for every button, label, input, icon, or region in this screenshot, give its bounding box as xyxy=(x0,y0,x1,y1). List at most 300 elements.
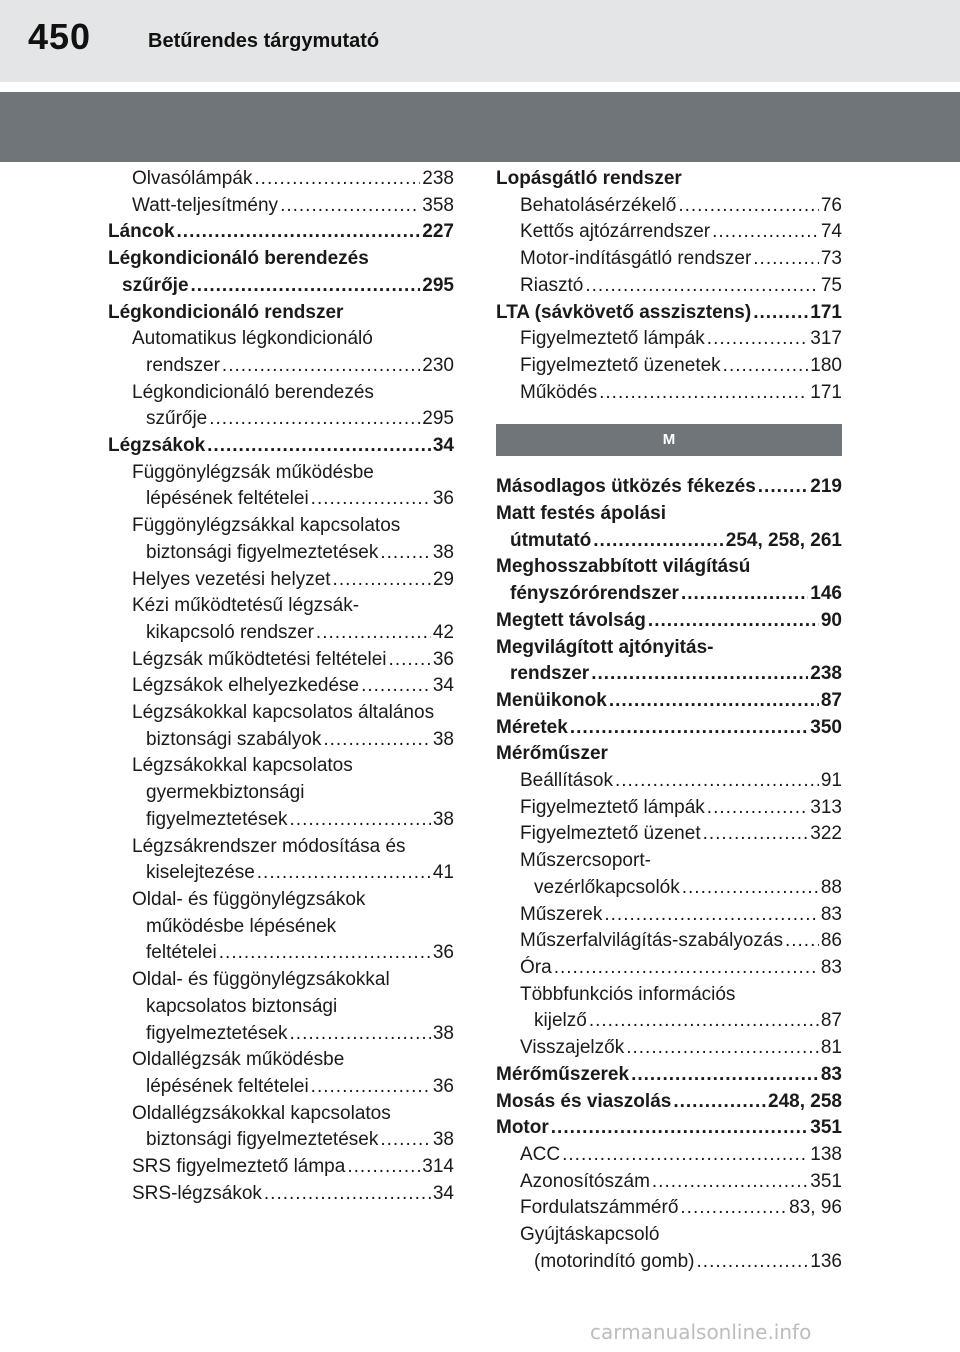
dot-leader xyxy=(380,540,431,567)
dot-leader xyxy=(707,795,809,822)
dot-leader xyxy=(280,193,420,220)
index-entry xyxy=(108,460,454,513)
index-entry xyxy=(496,193,842,220)
index-entry xyxy=(496,501,842,554)
index-term: Másodlagos ütközés fékezés xyxy=(496,476,756,498)
index-term: fényszórórendszer xyxy=(510,583,679,605)
page-number: 450 xyxy=(28,16,92,57)
index-entry-line xyxy=(520,1222,842,1249)
index-term: Műszerfalvilágítás-szabályozás xyxy=(520,930,783,952)
index-term: biztonsági figyelmeztetések xyxy=(146,1129,379,1151)
index-entry xyxy=(108,593,454,646)
index-entry-line xyxy=(132,673,454,700)
index-entry xyxy=(496,768,842,795)
page-reference: 227 xyxy=(422,221,454,243)
index-entry-line xyxy=(520,1008,842,1035)
index-entry xyxy=(496,982,842,1035)
dot-leader xyxy=(785,928,819,955)
dot-leader xyxy=(753,300,808,327)
page-reference: 238 xyxy=(422,168,454,189)
page-reference: 38 xyxy=(432,1022,454,1044)
page-reference: 36 xyxy=(432,648,454,670)
page-reference: 38 xyxy=(432,541,454,563)
page-reference: 136 xyxy=(810,1250,842,1272)
index-term: SRS-légzsákok xyxy=(132,1182,262,1204)
index-term: Légzsákok xyxy=(108,435,206,457)
index-entry-line xyxy=(132,700,454,727)
index-term: (motorindító gomb) xyxy=(534,1250,695,1272)
index-entry xyxy=(496,1195,842,1222)
dot-leader xyxy=(723,353,809,380)
index-entry-line xyxy=(132,353,454,380)
index-term: Műszercsoport- xyxy=(520,850,651,872)
dot-leader xyxy=(697,1249,809,1276)
dot-leader xyxy=(648,608,819,635)
page-reference: 34 xyxy=(432,1182,454,1204)
index-term: Légkondicionáló berendezés xyxy=(132,381,374,403)
index-entry-line xyxy=(520,1169,842,1196)
dot-leader xyxy=(389,647,431,674)
index-term: lépésének feltételei xyxy=(146,488,309,510)
page-reference: 36 xyxy=(432,1075,454,1097)
index-entry xyxy=(496,821,842,848)
index-entry-line xyxy=(496,528,842,555)
index-entry xyxy=(496,1115,842,1142)
page-reference: 74 xyxy=(820,221,842,243)
index-entry-line xyxy=(132,780,454,807)
index-entry-line xyxy=(108,273,454,300)
index-term: Figyelmeztető üzenet xyxy=(520,823,701,845)
index-entry-line xyxy=(132,647,454,674)
index-entry-line xyxy=(496,688,842,715)
page-reference: 83 xyxy=(820,1063,842,1085)
index-entry-line xyxy=(496,474,842,501)
index-entry-line xyxy=(496,166,842,193)
index-entry-line xyxy=(132,994,454,1021)
index-term: Függönylégzsákkal kapcsolatos xyxy=(132,515,401,537)
dot-leader xyxy=(361,673,431,700)
index-entry-line xyxy=(496,1115,842,1142)
page-reference: 230 xyxy=(422,354,454,376)
index-entry-line xyxy=(132,1047,454,1074)
index-term: gyermekbiztonsági xyxy=(146,782,305,804)
page-reference: 83 xyxy=(820,956,842,978)
index-term: kijelző xyxy=(534,1010,587,1032)
page-reference: 76 xyxy=(820,194,842,216)
dot-leader xyxy=(753,246,819,273)
index-term: működésbe lépésének xyxy=(146,915,337,937)
index-entry-line xyxy=(132,727,454,754)
index-entry-line xyxy=(132,1154,454,1181)
dot-leader xyxy=(593,528,724,555)
page-reference: 90 xyxy=(820,609,842,631)
index-entry-line xyxy=(108,433,454,460)
dot-leader xyxy=(589,1008,819,1035)
index-term: Oldallégzsák működésbe xyxy=(132,1049,345,1071)
page-reference: 138 xyxy=(810,1143,842,1165)
index-entry xyxy=(496,848,842,901)
index-entry xyxy=(496,166,842,193)
index-entry xyxy=(108,673,454,700)
index-entry-line xyxy=(132,620,454,647)
index-term: Légkondicionáló berendezés xyxy=(108,248,369,270)
watermark: carmanualsonline.info xyxy=(590,1320,812,1344)
index-entry xyxy=(496,715,842,742)
index-entry-line xyxy=(132,326,454,353)
page-reference: 86 xyxy=(820,930,842,952)
index-term: Méretek xyxy=(496,716,568,738)
index-entry xyxy=(496,380,842,407)
index-entry-line xyxy=(132,940,454,967)
index-entry xyxy=(108,326,454,379)
dot-leader xyxy=(264,1181,431,1208)
dot-leader xyxy=(712,219,819,246)
page-reference: 42 xyxy=(432,621,454,643)
dot-leader xyxy=(177,219,421,246)
index-entry xyxy=(108,433,454,460)
index-entry-line xyxy=(520,821,842,848)
page-reference: 146 xyxy=(810,583,842,605)
dot-leader xyxy=(570,715,808,742)
index-entry-line xyxy=(496,1062,842,1089)
dot-leader xyxy=(652,1169,808,1196)
page-reference: 254, 258, 261 xyxy=(725,529,842,551)
index-term: lépésének feltételei xyxy=(146,1075,309,1097)
index-term: LTA (sávkövető asszisztens) xyxy=(496,301,752,323)
page-reference: 83 xyxy=(820,903,842,925)
dot-leader xyxy=(222,353,420,380)
index-term: Menüikonok xyxy=(496,689,607,711)
index-entry-line xyxy=(132,593,454,620)
index-term: Légzsákokkal kapcsolatos általános xyxy=(132,702,435,724)
index-entry xyxy=(108,1101,454,1154)
index-entry xyxy=(496,273,842,300)
index-term: figyelmeztetések xyxy=(146,1022,288,1044)
page-reference: 322 xyxy=(810,823,842,845)
index-entry-line xyxy=(132,807,454,834)
dot-leader xyxy=(562,1142,808,1169)
page-reference: 351 xyxy=(810,1117,842,1139)
index-term: Olvasólámpák xyxy=(132,168,253,189)
index-entry-line xyxy=(496,554,842,581)
index-term: Visszajelzők xyxy=(520,1037,625,1059)
index-entry-line xyxy=(132,193,454,220)
index-term: ACC xyxy=(520,1143,561,1165)
section-letter: M xyxy=(662,430,676,448)
index-term: Oldal- és függönylégzsákok xyxy=(132,888,366,910)
dot-leader xyxy=(758,474,809,501)
index-term: Műszerek xyxy=(520,903,603,925)
index-entry-line xyxy=(132,166,454,193)
index-column-left xyxy=(108,166,454,1207)
index-term: feltételei xyxy=(146,942,217,964)
index-entry xyxy=(108,1047,454,1100)
index-entry xyxy=(496,1089,842,1116)
index-term: Motor xyxy=(496,1117,549,1139)
dot-leader xyxy=(333,567,431,594)
index-entry-line xyxy=(520,1142,842,1169)
dot-leader xyxy=(209,406,420,433)
index-entry-line xyxy=(520,353,842,380)
dot-leader xyxy=(604,902,819,929)
dot-leader xyxy=(673,1089,766,1116)
index-term: rendszer xyxy=(510,663,590,685)
index-term: Megvilágított ajtónyitás- xyxy=(496,636,714,658)
index-entry xyxy=(496,741,842,768)
page-reference: 75 xyxy=(820,274,842,296)
dot-leader xyxy=(290,1021,431,1048)
index-entry-line xyxy=(132,887,454,914)
index-entry-line xyxy=(520,1035,842,1062)
page-reference: 238 xyxy=(810,663,842,685)
page-reference: 38 xyxy=(432,728,454,750)
index-entry-line xyxy=(108,246,454,273)
page-reference: 180 xyxy=(810,354,842,376)
index-entry-line xyxy=(132,1181,454,1208)
index-term: Fordulatszámmérő xyxy=(520,1197,679,1219)
page-reference: 34 xyxy=(432,675,454,697)
index-entry-line xyxy=(520,193,842,220)
page-reference: 29 xyxy=(432,568,454,590)
index-entry-line xyxy=(496,501,842,528)
index-term: Beállítások xyxy=(520,770,613,792)
index-term: kapcsolatos biztonsági xyxy=(146,995,338,1017)
index-term: vezérlőkapcsolók xyxy=(534,876,680,898)
section-letter-band xyxy=(496,424,842,456)
index-term: szűrője xyxy=(146,408,208,430)
page-reference: 88 xyxy=(820,876,842,898)
dot-leader xyxy=(207,433,431,460)
index-term: figyelmeztetések xyxy=(146,808,288,830)
index-entry-line xyxy=(132,380,454,407)
page-reference: 36 xyxy=(432,942,454,964)
page-reference: 248, 258 xyxy=(768,1090,842,1112)
index-entry-line xyxy=(496,608,842,635)
index-entry-line xyxy=(132,753,454,780)
index-term: Matt festés ápolási xyxy=(496,503,666,525)
page-reference: 87 xyxy=(820,689,842,711)
index-entry xyxy=(496,902,842,929)
index-entry xyxy=(496,635,842,688)
dot-leader xyxy=(316,620,431,647)
index-entry-line xyxy=(132,1101,454,1128)
page-reference: 36 xyxy=(432,488,454,510)
index-entry-line xyxy=(132,567,454,594)
index-entry xyxy=(108,700,454,753)
dot-leader xyxy=(323,727,431,754)
index-term: Helyes vezetési helyzet xyxy=(132,568,331,590)
index-entry-line xyxy=(520,928,842,955)
index-group-m xyxy=(496,474,842,1275)
index-term: Megtett távolság xyxy=(496,609,646,631)
index-term: Behatolásérzékelő xyxy=(520,194,677,216)
index-term: Figyelmeztető lámpák xyxy=(520,328,705,350)
index-term: Kettős ajtózárrendszer xyxy=(520,221,711,243)
index-term: Láncok xyxy=(108,221,175,243)
index-entry-line xyxy=(496,715,842,742)
index-entry-line xyxy=(496,300,842,327)
index-term: biztonsági figyelmeztetések xyxy=(146,541,379,563)
index-term: Watt-teljesítmény xyxy=(132,194,279,216)
index-entry-line xyxy=(108,219,454,246)
index-entry-line xyxy=(520,273,842,300)
index-entry xyxy=(108,513,454,566)
dot-leader xyxy=(585,273,819,300)
index-entry xyxy=(496,474,842,501)
index-term: Riasztó xyxy=(520,274,584,296)
index-entry xyxy=(108,300,454,327)
index-entry xyxy=(108,567,454,594)
index-term: Többfunkciós információs xyxy=(520,983,736,1005)
index-entry xyxy=(496,1222,842,1275)
page-reference: 34 xyxy=(432,435,454,457)
index-entry xyxy=(496,688,842,715)
index-term: Óra xyxy=(520,956,552,978)
index-entry-line xyxy=(496,635,842,662)
index-term: Légzsák működtetési feltételei xyxy=(132,648,387,670)
dot-leader xyxy=(707,326,809,353)
index-entry-line xyxy=(132,486,454,513)
dot-leader xyxy=(551,1115,809,1142)
index-entry-line xyxy=(108,300,454,327)
page-reference: 38 xyxy=(432,1129,454,1151)
page-reference: 38 xyxy=(432,808,454,830)
index-entry xyxy=(496,1169,842,1196)
index-term: Légzsákokkal kapcsolatos xyxy=(132,755,353,777)
index-entry-line xyxy=(520,875,842,902)
index-entry-line xyxy=(520,982,842,1009)
index-term: Automatikus légkondicionáló xyxy=(132,328,373,350)
page-reference: 73 xyxy=(820,248,842,270)
dot-leader xyxy=(257,860,431,887)
index-entry xyxy=(108,380,454,433)
index-entry xyxy=(496,219,842,246)
index-entry-line xyxy=(132,406,454,433)
index-entry-line xyxy=(132,513,454,540)
index-entry xyxy=(108,1154,454,1181)
index-entry xyxy=(108,887,454,967)
index-entry-line xyxy=(132,860,454,887)
dot-leader xyxy=(290,807,431,834)
index-term: rendszer xyxy=(146,354,220,376)
index-term: SRS figyelmeztető lámpa xyxy=(132,1156,346,1178)
index-entry xyxy=(108,193,454,220)
dot-leader xyxy=(703,821,809,848)
index-term: Mérőműszerek xyxy=(496,1063,630,1085)
index-entry-line xyxy=(520,219,842,246)
index-column-right xyxy=(496,166,842,1275)
page-title: Betűrendes tárgymutató xyxy=(148,30,380,52)
dot-leader xyxy=(615,768,819,795)
index-entry xyxy=(108,1181,454,1208)
index-term: szűrője xyxy=(122,274,189,296)
page-reference: 358 xyxy=(422,194,454,216)
index-term: Légzsákrendszer módosítása és xyxy=(132,835,406,857)
index-entry-line xyxy=(132,914,454,941)
index-entry-line xyxy=(132,1074,454,1101)
dot-leader xyxy=(311,486,431,513)
index-entry xyxy=(496,795,842,822)
index-entry xyxy=(108,647,454,674)
index-group-l xyxy=(496,166,842,406)
dot-leader xyxy=(609,688,819,715)
page-reference: 81 xyxy=(820,1037,842,1059)
page-reference: 295 xyxy=(422,274,454,296)
page-reference: 91 xyxy=(820,770,842,792)
index-term: Légkondicionáló rendszer xyxy=(108,301,344,323)
index-entry-line xyxy=(496,741,842,768)
index-entry-line xyxy=(132,1021,454,1048)
page-reference: 87 xyxy=(820,1010,842,1032)
index-entry xyxy=(496,1142,842,1169)
index-entry xyxy=(496,1062,842,1089)
index-entry-line xyxy=(520,795,842,822)
index-term: biztonsági szabályok xyxy=(146,728,322,750)
index-term: Oldal- és függönylégzsákokkal xyxy=(132,969,390,991)
index-entry-line xyxy=(520,1249,842,1276)
dot-leader xyxy=(680,1195,787,1222)
dot-leader xyxy=(191,273,421,300)
index-entry-line xyxy=(132,460,454,487)
index-entry-line xyxy=(132,540,454,567)
page-reference: 171 xyxy=(810,301,842,323)
index-entry xyxy=(496,1035,842,1062)
page-reference: 313 xyxy=(810,796,842,818)
dot-leader xyxy=(347,1154,420,1181)
dot-leader xyxy=(599,380,808,407)
index-entry-line xyxy=(496,581,842,608)
index-entry-line xyxy=(520,326,842,353)
dot-leader xyxy=(626,1035,819,1062)
dot-leader xyxy=(678,193,819,220)
dot-leader xyxy=(219,940,431,967)
dot-leader xyxy=(380,1127,431,1154)
dot-leader xyxy=(681,581,808,608)
index-entry-line xyxy=(496,661,842,688)
index-entry xyxy=(108,219,454,246)
index-entry xyxy=(496,608,842,635)
index-entry-line xyxy=(520,246,842,273)
dot-leader xyxy=(311,1074,431,1101)
index-entry xyxy=(496,300,842,327)
index-term: kikapcsoló rendszer xyxy=(146,621,314,643)
index-entry xyxy=(108,753,454,833)
index-term: Oldallégzsákokkal kapcsolatos xyxy=(132,1102,391,1124)
page-reference: 317 xyxy=(810,328,842,350)
index-term: Függönylégzsák működésbe xyxy=(132,461,374,483)
index-entry-line xyxy=(520,380,842,407)
dot-leader xyxy=(554,955,819,982)
index-entry xyxy=(496,326,842,353)
index-entry xyxy=(496,955,842,982)
index-entry xyxy=(496,246,842,273)
index-term: Meghosszabbított világítású xyxy=(496,556,751,578)
page-reference: 295 xyxy=(422,408,454,430)
page-reference: 41 xyxy=(432,862,454,884)
index-entry xyxy=(108,246,454,299)
page-reference: 171 xyxy=(810,381,842,403)
page-reference: 219 xyxy=(810,476,842,498)
dot-leader xyxy=(631,1062,819,1089)
index-entry-line xyxy=(520,1195,842,1222)
index-term: Légzsákok elhelyezkedése xyxy=(132,675,360,697)
page-reference: 83, 96 xyxy=(789,1197,842,1219)
index-entry-line xyxy=(520,955,842,982)
dot-leader xyxy=(682,875,819,902)
header-band xyxy=(0,92,960,162)
page-header xyxy=(0,0,960,82)
dot-leader xyxy=(591,661,808,688)
